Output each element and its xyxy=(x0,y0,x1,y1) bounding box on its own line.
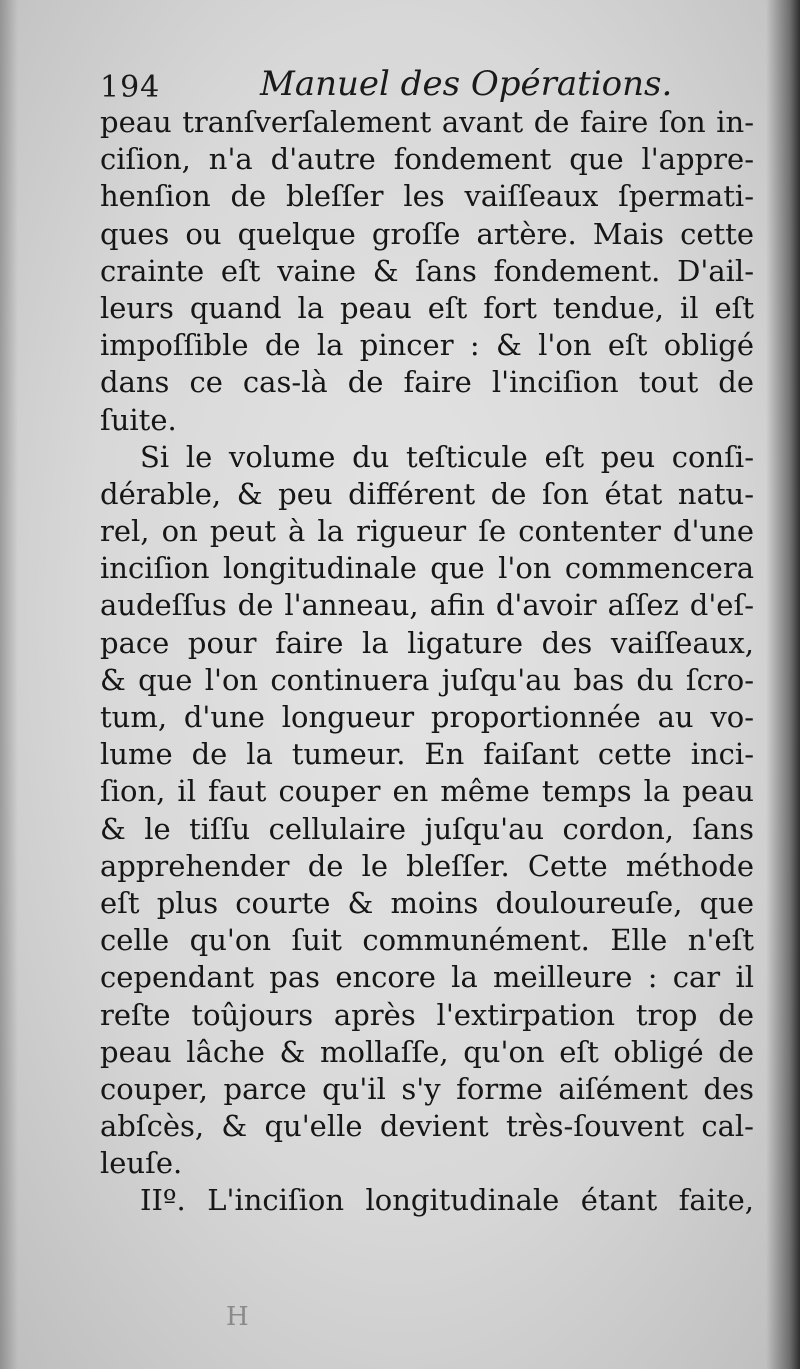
running-title: Manuel des Opérations. xyxy=(260,64,673,104)
text-line: celle qu'on ſuit communément. Elle n'eſt xyxy=(100,923,754,958)
text-line: apprehender de le bleſſer. Cette méthode xyxy=(100,848,754,883)
text-line: crainte eſt vaine & ſans fondement. D'ail- xyxy=(100,253,754,288)
text-line: rel, on peut à la rigueur ſe contenter d'une xyxy=(100,514,754,549)
text-line: tum, d'une longueur proportionnée au vo- xyxy=(100,700,754,734)
text-line: couper, parce qu'il s'y forme aiſément des xyxy=(100,1071,754,1106)
text-line: ſion, il faut couper en même temps la peau xyxy=(100,774,754,809)
running-header xyxy=(100,60,720,110)
text-line: IIº. L'inciſion longitudinale étant faite, xyxy=(140,1183,754,1218)
text-line: impoſſible de la pincer : & l'on eſt obligé xyxy=(100,328,754,363)
page-number: 194 xyxy=(100,70,161,105)
text-line: peau lâche & mollaſſe, qu'on eſt obligé de xyxy=(100,1034,754,1069)
text-line: henſion de bleſſer les vaiſſeaux ſpermati- xyxy=(100,179,754,214)
text-line: ſuite. xyxy=(100,402,177,437)
text-line: reſte toûjours après l'extirpation trop de xyxy=(100,997,754,1032)
text-line: lume de la tumeur. En faiſant cette inci- xyxy=(100,737,754,772)
text-line: ques ou quelque groſſe artère. Mais cette xyxy=(100,216,754,251)
text-line: Si le volume du teſticule eſt peu conſi- xyxy=(140,439,754,474)
text-line: audeſſus de l'anneau, afin d'avoir aſſez d'eſ- xyxy=(100,588,754,623)
text-line: leuſe. xyxy=(100,1146,183,1181)
text-line: abſcès, & qu'elle devient très-ſouvent cal- xyxy=(100,1109,754,1144)
text-line: pace pour faire la ligature des vaiſſeaux, xyxy=(100,625,754,660)
text-line: cependant pas encore la meilleure : car il xyxy=(100,960,754,995)
text-line: & le tiſſu cellulaire juſqu'au cordon, ſans xyxy=(100,811,754,846)
text-line: leurs quand la peau eſt fort tendue, il eſt xyxy=(100,290,754,325)
text-line: dérable, & peu différent de ſon état natu- xyxy=(100,476,754,511)
body-text xyxy=(100,104,754,1220)
text-line: dans ce cas-là de faire l'inciſion tout de xyxy=(100,365,754,400)
binding-gutter-shadow xyxy=(766,0,800,1369)
text-line: ciſion, n'a d'autre fondement que l'appre- xyxy=(100,142,754,177)
page-left-shadow xyxy=(0,0,18,1369)
text-line: peau tranſverſalement avant de faire ſon in- xyxy=(100,105,754,139)
text-line: inciſion longitudinale que l'on commencera xyxy=(100,551,754,586)
signature-mark: H xyxy=(226,1302,251,1332)
text-line: & que l'on continuera juſqu'au bas du ſcro- xyxy=(100,662,754,697)
text-line: eſt plus courte & moins douloureuſe, que xyxy=(100,885,754,920)
